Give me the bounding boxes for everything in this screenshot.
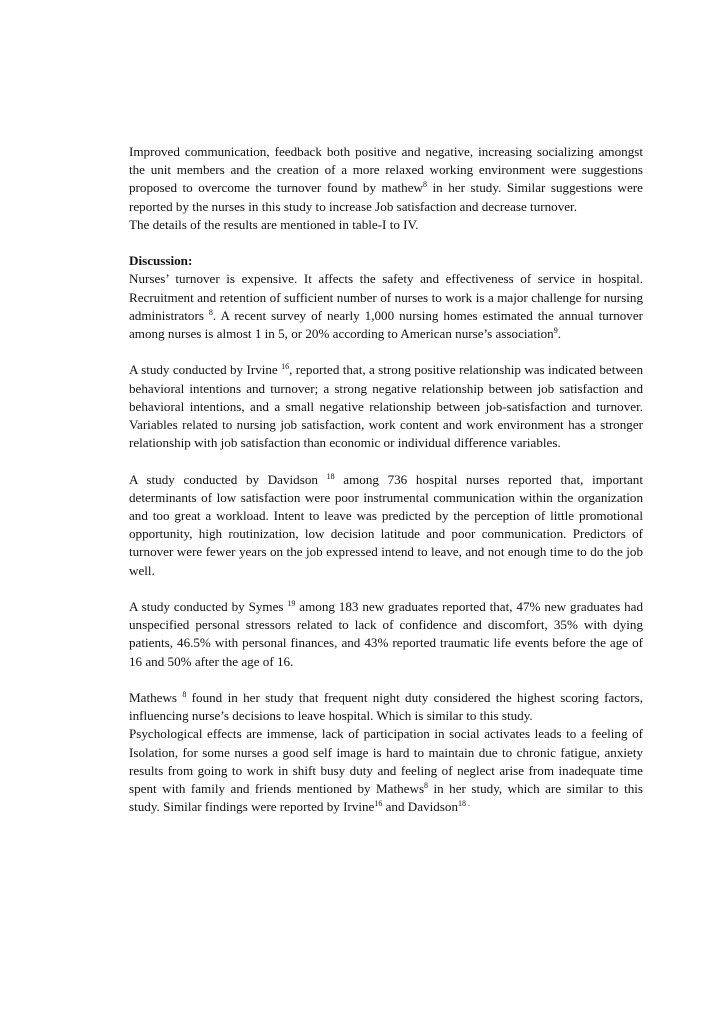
discussion-heading: Discussion:: [129, 253, 193, 269]
paragraph-davidson-study: [129, 471, 643, 580]
text-segment: in her study, which are similar to this study. Similar findings were reported by Irvine: [129, 781, 643, 815]
text-segment: Nurses’ turnover is expensive. It affects the safety and effectiveness of service in hospital. Recruitment and retention of sufficient number of nurses to work is a major challenge for nursing administrators: [129, 271, 643, 323]
paragraph-psychological-effects: [129, 725, 643, 816]
citation-superscript: 8: [182, 690, 187, 700]
citation-superscript: 16: [281, 362, 290, 372]
text-segment: A study conducted by Symes: [129, 599, 288, 615]
text-segment: and Davidson: [382, 799, 458, 815]
citation-superscript: 8: [422, 180, 427, 190]
text-segment: Psychological effects are immense, lack of participation in social activates leads to a feeling of Isolation, for some nurses a good self image is hard to maintain due to chronic fatigue, anxiety results from going to work in shift busy duty and feeling of neglect arise from inadequate time spent with family and friends mentioned by Mathews: [129, 726, 643, 797]
paragraph-communication: [129, 143, 643, 216]
text-segment: Mathews: [129, 690, 183, 706]
paragraph-mathews-night-duty: [129, 689, 643, 725]
citation-superscript: 8: [424, 781, 429, 791]
citation-superscript: 9: [553, 326, 558, 336]
citation-superscript: 8: [208, 307, 213, 317]
paragraph-irvine-study: [129, 361, 643, 452]
citation-superscript: 16: [374, 799, 383, 809]
paragraph-symes-study: [129, 598, 643, 671]
text-segment: among 183 new graduates reported that, 47% new graduates had unspecified personal stressors related to lack of confidence and discomfort, 35% with dying patients, 46.5% with personal finances, and 43% reported traumatic life events before the age of 16 and 50% after the age of 16.: [129, 599, 643, 669]
text-segment: A study conducted by Irvine: [129, 362, 282, 378]
citation-superscript: 18: [326, 471, 335, 481]
text-segment: , reported that, a strong positive relationship was indicated between behavioral intentions and turnover; a strong negative relationship between job satisfaction and behavioral intentions, and a small negative relationship between job-satisfaction and turnover. Variables related to nursing job satisfaction, work content and work environment has a stronger relationship with job satisfaction than economic or individual difference variables.: [129, 362, 643, 451]
document-page: [129, 143, 643, 816]
text-segment: A study conducted by Davidson: [129, 471, 327, 487]
paragraph-turnover-cost: [129, 270, 643, 343]
text-segment: . A recent survey of nearly 1,000 nursing homes estimated the annual turnover among nurses is almost 1 in 5, or 20% according to American nurse’s association: [129, 307, 644, 342]
text-segment: among 736 hospital nurses reported that, important determinants of low satisfaction were poor instrumental communication within the organization and too great a workload. Intent to leave was predicted by the perception of little promotional opportunity, high routinization, low decision latitude and poor communication. Predictors of turnover were fewer years on the job expressed intend to leave, and not enough time to do the job well.: [129, 471, 643, 578]
text-segment: found in her study that frequent night duty considered the highest scoring factors, influencing nurse’s decisions to leave hospital. Which is similar to this study.: [129, 690, 643, 724]
paragraph-results-reference: [129, 216, 643, 234]
text-segment: Improved communication, feedback both positive and negative, increasing socializing amongst the unit members and the creation of a more relaxed working environment were suggestions proposed to overcome the turnover found by mathew: [129, 144, 643, 196]
text-segment: in her study. Similar suggestions were reported by the nurses in this study to increase Job satisfaction and decrease turnover.: [129, 180, 643, 214]
text-segment: .: [557, 326, 562, 342]
citation-superscript: 19: [287, 599, 296, 609]
text-segment: The details of the results are mentioned in table-I to IV.: [129, 216, 419, 232]
citation-superscript: 18 .: [458, 799, 470, 809]
